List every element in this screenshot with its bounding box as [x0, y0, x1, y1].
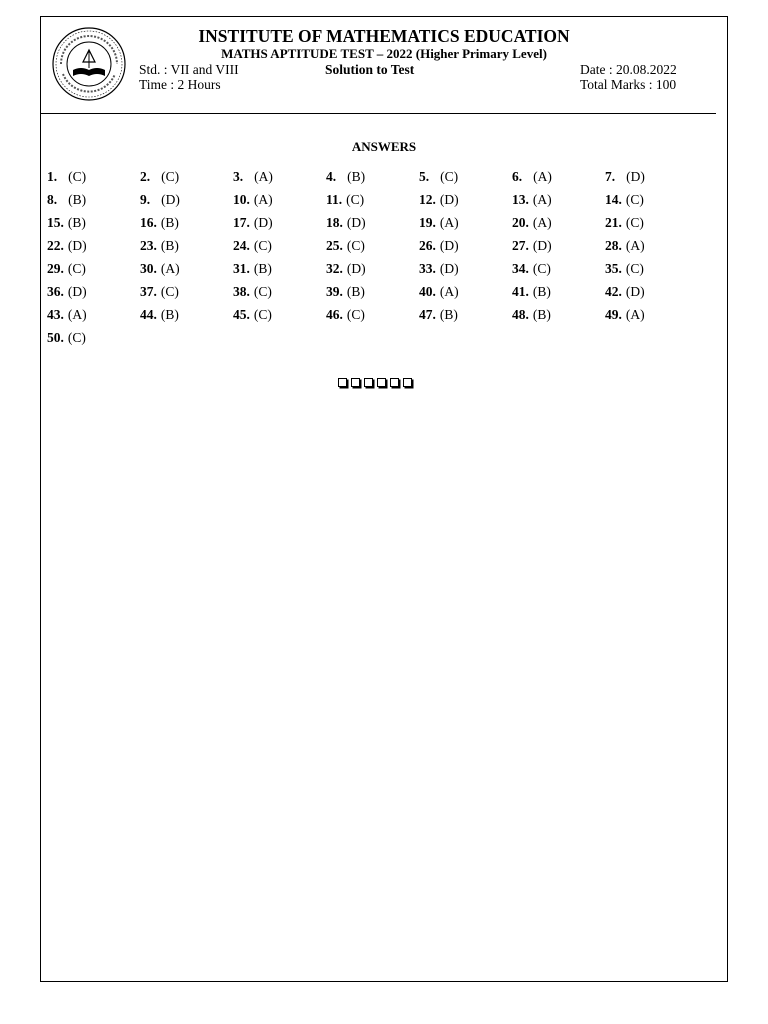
answer-number: 36. [47, 284, 64, 299]
answer-item [47, 169, 86, 185]
answer-number: 49. [605, 307, 622, 322]
answer-option: (A) [254, 169, 273, 184]
answer-number: 46. [326, 307, 343, 322]
answer-option: (D) [626, 169, 645, 184]
answer-option: (A) [533, 169, 552, 184]
end-box-icon [351, 378, 360, 387]
answer-option: (C) [253, 284, 272, 299]
answer-number: 28. [605, 238, 622, 253]
answer-item [605, 261, 644, 277]
answer-item [512, 215, 552, 231]
answer-item [326, 169, 365, 185]
answer-item [326, 238, 365, 254]
answer-option: (D) [346, 215, 366, 230]
end-box-icon [377, 378, 386, 387]
answer-option: (D) [161, 192, 180, 207]
answer-item [512, 238, 552, 254]
answer-item [605, 307, 645, 323]
answer-option: (C) [253, 307, 272, 322]
answer-number: 31. [233, 261, 250, 276]
answer-item [512, 307, 551, 323]
answer-number: 33. [419, 261, 436, 276]
answer-option: (D) [439, 192, 459, 207]
answer-option: (B) [67, 215, 86, 230]
answer-option: (C) [625, 192, 644, 207]
answer-item [47, 215, 86, 231]
answer-item [233, 215, 273, 231]
answer-item [419, 238, 459, 254]
answer-number: 30. [140, 261, 157, 276]
answer-option: (C) [253, 238, 272, 253]
meta-right [580, 62, 677, 92]
answer-number: 19. [419, 215, 436, 230]
answer-number: 43. [47, 307, 64, 322]
answer-option: (B) [347, 169, 366, 184]
answer-item [419, 215, 459, 231]
answer-option: (C) [346, 192, 365, 207]
test-subtitle: MATHS APTITUDE TEST – 2022 (Higher Primary Level) [221, 46, 547, 61]
answer-number: 44. [140, 307, 157, 322]
answer-option: (C) [440, 169, 459, 184]
answer-number: 26. [419, 238, 436, 253]
answer-option: (A) [625, 307, 645, 322]
standard-text: Std. : VII and VIII [139, 62, 239, 77]
answer-option: (C) [160, 284, 179, 299]
answer-number: 25. [326, 238, 343, 253]
answer-number: 20. [512, 215, 529, 230]
time-text: Time : 2 Hours [139, 77, 221, 92]
answer-item [512, 284, 551, 300]
answer-item [605, 284, 645, 300]
answer-item [47, 192, 86, 208]
answer-number: 41. [512, 284, 529, 299]
answer-item [140, 215, 179, 231]
answer-number: 12. [419, 192, 436, 207]
answer-number: 39. [326, 284, 343, 299]
answer-option: (B) [253, 261, 272, 276]
answer-item [140, 192, 180, 208]
header-divider [40, 113, 716, 114]
end-of-document-marker [338, 378, 412, 387]
answer-option: (A) [439, 215, 459, 230]
answer-number: 50. [47, 330, 64, 345]
answer-item [326, 284, 365, 300]
answer-option: (C) [161, 169, 180, 184]
answer-option: (D) [346, 261, 366, 276]
answer-number: 14. [605, 192, 622, 207]
answer-option: (A) [253, 192, 273, 207]
answer-item [233, 307, 272, 323]
answer-number: 34. [512, 261, 529, 276]
answer-item [47, 238, 87, 254]
answer-item [419, 261, 459, 277]
answer-option: (D) [439, 238, 459, 253]
answer-option: (D) [439, 261, 459, 276]
answer-number: 37. [140, 284, 157, 299]
answer-item [233, 284, 272, 300]
end-box-icon [338, 378, 347, 387]
answer-item [326, 261, 366, 277]
answer-option: (C) [67, 261, 86, 276]
answer-option: (C) [67, 330, 86, 345]
answer-number: 47. [419, 307, 436, 322]
answer-item [419, 169, 458, 185]
answer-number: 1. [47, 169, 58, 184]
answer-item [512, 169, 552, 185]
answer-option: (B) [160, 215, 179, 230]
answer-item [233, 261, 272, 277]
answer-number: 15. [47, 215, 64, 230]
total-marks-text: Total Marks : 100 [580, 77, 677, 92]
answer-option: (B) [439, 307, 458, 322]
answer-item [233, 169, 273, 185]
answer-number: 3. [233, 169, 244, 184]
answer-option: (B) [160, 307, 179, 322]
answer-option: (C) [625, 215, 644, 230]
answer-option: (D) [532, 238, 552, 253]
answer-option: (B) [532, 284, 551, 299]
answer-item [605, 169, 645, 185]
answer-option: (A) [532, 192, 552, 207]
answer-item [419, 307, 458, 323]
answer-number: 21. [605, 215, 622, 230]
answer-number: 6. [512, 169, 523, 184]
answer-item [47, 330, 86, 346]
answer-option: (D) [625, 284, 645, 299]
answer-item [605, 192, 644, 208]
page-title: INSTITUTE OF MATHEMATICS EDUCATION [198, 26, 570, 46]
answer-number: 35. [605, 261, 622, 276]
answer-number: 17. [233, 215, 250, 230]
date-text: Date : 20.08.2022 [580, 62, 677, 77]
answer-number: 32. [326, 261, 343, 276]
answer-item [326, 215, 366, 231]
answer-number: 42. [605, 284, 622, 299]
answer-number: 2. [140, 169, 151, 184]
answer-number: 10. [233, 192, 250, 207]
answer-number: 9. [140, 192, 151, 207]
answer-item [47, 307, 87, 323]
answer-option: (A) [625, 238, 645, 253]
answer-option: (A) [532, 215, 552, 230]
answer-item [419, 192, 459, 208]
answer-option: (C) [532, 261, 551, 276]
answer-option: (B) [68, 192, 87, 207]
answer-number: 16. [140, 215, 157, 230]
answer-number: 11. [326, 192, 343, 207]
answer-number: 18. [326, 215, 343, 230]
answer-item [512, 261, 551, 277]
answer-option: (A) [67, 307, 87, 322]
answer-option: (A) [439, 284, 459, 299]
answer-item [326, 192, 364, 208]
answer-item [140, 307, 179, 323]
end-box-icon [403, 378, 412, 387]
answer-option: (C) [346, 238, 365, 253]
answer-option: (C) [68, 169, 87, 184]
answer-item [512, 192, 552, 208]
answer-item [47, 261, 86, 277]
answer-item [605, 238, 645, 254]
answer-item [326, 307, 365, 323]
answer-option: (C) [625, 261, 644, 276]
answer-item [605, 215, 644, 231]
answer-option: (A) [160, 261, 180, 276]
answer-item [140, 238, 179, 254]
institute-logo-icon [49, 26, 129, 102]
answer-option: (B) [532, 307, 551, 322]
end-box-icon [364, 378, 373, 387]
document-type: Solution to Test [325, 62, 415, 77]
answers-heading: ANSWERS [351, 139, 417, 154]
answer-number: 40. [419, 284, 436, 299]
answer-number: 24. [233, 238, 250, 253]
page-border [40, 16, 728, 982]
answer-number: 23. [140, 238, 157, 253]
answer-number: 4. [326, 169, 337, 184]
answer-number: 45. [233, 307, 250, 322]
answer-option: (D) [67, 238, 87, 253]
answer-option: (B) [160, 238, 179, 253]
answer-number: 22. [47, 238, 64, 253]
answer-number: 27. [512, 238, 529, 253]
answer-number: 48. [512, 307, 529, 322]
answer-option: (D) [253, 215, 273, 230]
answer-option: (C) [346, 307, 365, 322]
meta-left [139, 62, 239, 92]
answer-item [47, 284, 87, 300]
answer-item [233, 192, 273, 208]
answer-number: 8. [47, 192, 58, 207]
answer-number: 13. [512, 192, 529, 207]
answer-item [140, 169, 179, 185]
end-box-icon [390, 378, 399, 387]
answer-item [233, 238, 272, 254]
answer-number: 38. [233, 284, 250, 299]
answer-item [140, 261, 180, 277]
answer-number: 7. [605, 169, 616, 184]
answer-option: (B) [346, 284, 365, 299]
answer-option: (D) [67, 284, 87, 299]
answer-number: 29. [47, 261, 64, 276]
answer-item [140, 284, 179, 300]
answer-item [419, 284, 459, 300]
answer-number: 5. [419, 169, 430, 184]
